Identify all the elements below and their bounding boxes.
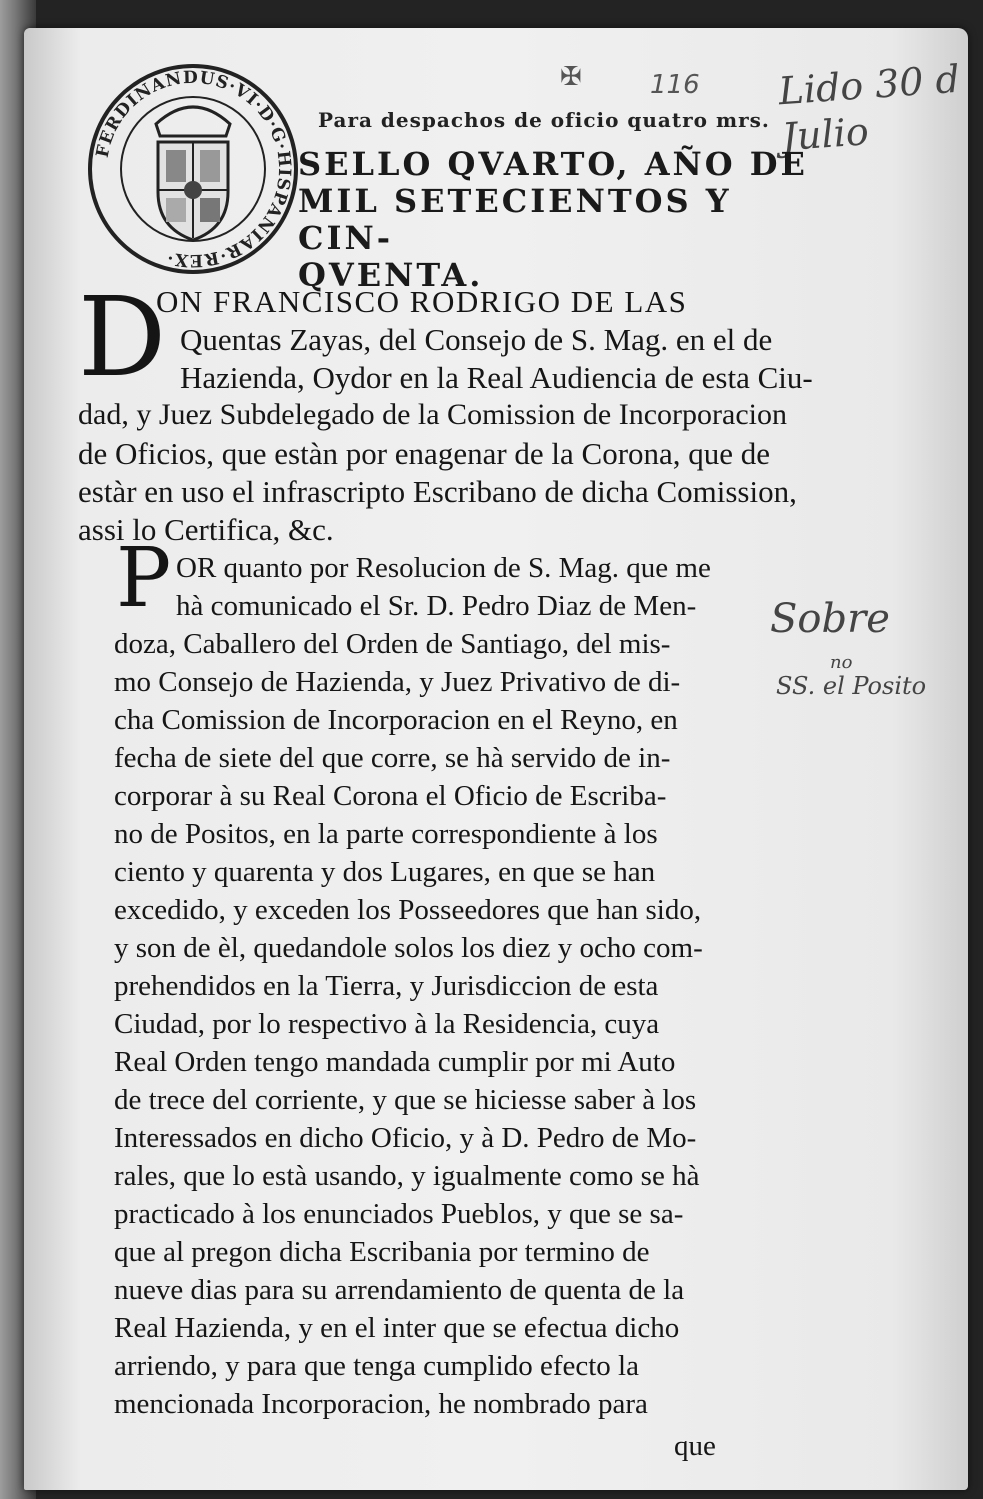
margin-note: SS. el Posito: [776, 672, 927, 700]
body-line: Real Orden tengo mandada cumplir por mi Auto: [114, 1046, 676, 1078]
intro-line: ON FRANCISCO RODRIGO DE LAS: [156, 284, 688, 319]
margin-note: Sobre: [770, 596, 890, 642]
handwritten-date-note: Lido 30 d Julio: [777, 56, 962, 160]
body-line: prehendidos en la Tierra, y Jurisdiccion de esta: [114, 970, 659, 1002]
intro-line: Quentas Zayas, del Consejo de S. Mag. en el de: [180, 322, 773, 357]
body-line: excedido, y exceden los Posseedores que han sido,: [114, 894, 702, 926]
body-line: de trece del corriente, y que se hiciesse saber à los: [114, 1084, 697, 1116]
body-line: que al pregon dicha Escribania por termino de: [114, 1236, 650, 1268]
margin-note: no: [830, 652, 853, 673]
stamp-title: SELLO QVARTO, AÑO DE MIL SETECIENTOS Y CIN- QVENTA.: [298, 145, 808, 294]
body-line: y son de èl, quedandole solos los diez y ocho com-: [114, 932, 703, 964]
catchword: que: [674, 1430, 716, 1462]
intro-line: dad, y Juez Subdelegado de la Comission de Incorporacion: [78, 398, 787, 431]
body-line: corporar à su Real Corona el Oficio de Escriba-: [114, 780, 667, 812]
body-drop-cap: P: [116, 531, 172, 626]
intro-drop-cap: D: [78, 273, 167, 401]
intro-line: de Oficios, que estàn por enagenar de la Corona, que de: [78, 436, 771, 471]
body-line: cha Comission de Incorporacion en el Reyno, en: [114, 704, 678, 736]
body-line: Interessados en dicho Oficio, y à D. Pedro de Mo-: [114, 1122, 697, 1154]
body-line: mencionada Incorporacion, he nombrado para: [114, 1388, 648, 1420]
body-line: doza, Caballero del Orden de Santiago, del mis-: [114, 628, 671, 660]
body-line: mo Consejo de Hazienda, y Juez Privativo de di-: [114, 666, 681, 698]
body-line: arriendo, y para que tenga cumplido efecto la: [114, 1350, 639, 1382]
royal-seal-stamp: [86, 62, 300, 276]
intro-line: assi lo Certifica, &c.: [78, 512, 334, 547]
body-line: Ciudad, por lo respectivo à la Residencia, cuya: [114, 1008, 660, 1040]
body-line: OR quanto por Resolucion de S. Mag. que me: [176, 552, 711, 584]
intro-line: estàr en uso el infrascripto Escribano de dicha Comission,: [78, 474, 797, 509]
folio-number: 116: [650, 70, 700, 100]
body-line: hà comunicado el Sr. D. Pedro Diaz de Men-: [176, 590, 697, 622]
body-line: fecha de siete del que corre, se hà servido de in-: [114, 742, 671, 774]
body-line: ciento y quarenta y dos Lugares, en que se han: [114, 856, 656, 888]
body-line: rales, que lo està usando, y igualmente como se hà: [114, 1160, 700, 1192]
seal-inscription: FERDINANDUS·VI·D·G·HISPANIAR·REX·: [92, 67, 295, 271]
stamp-header-line: Para despachos de oficio quatro mrs.: [318, 108, 770, 132]
intro-line: Hazienda, Oydor en la Real Audiencia de esta Ciu-: [180, 360, 813, 395]
body-line: nueve dias para su arrendamiento de quenta de la: [114, 1274, 685, 1306]
cross-mark: ✠: [560, 62, 582, 92]
body-line: no de Positos, en la parte correspondiente à los: [114, 818, 658, 850]
body-line: Real Hazienda, y en el inter que se efectua dicho: [114, 1312, 680, 1344]
body-line: practicado à los enunciados Pueblos, y que se sa-: [114, 1198, 684, 1230]
